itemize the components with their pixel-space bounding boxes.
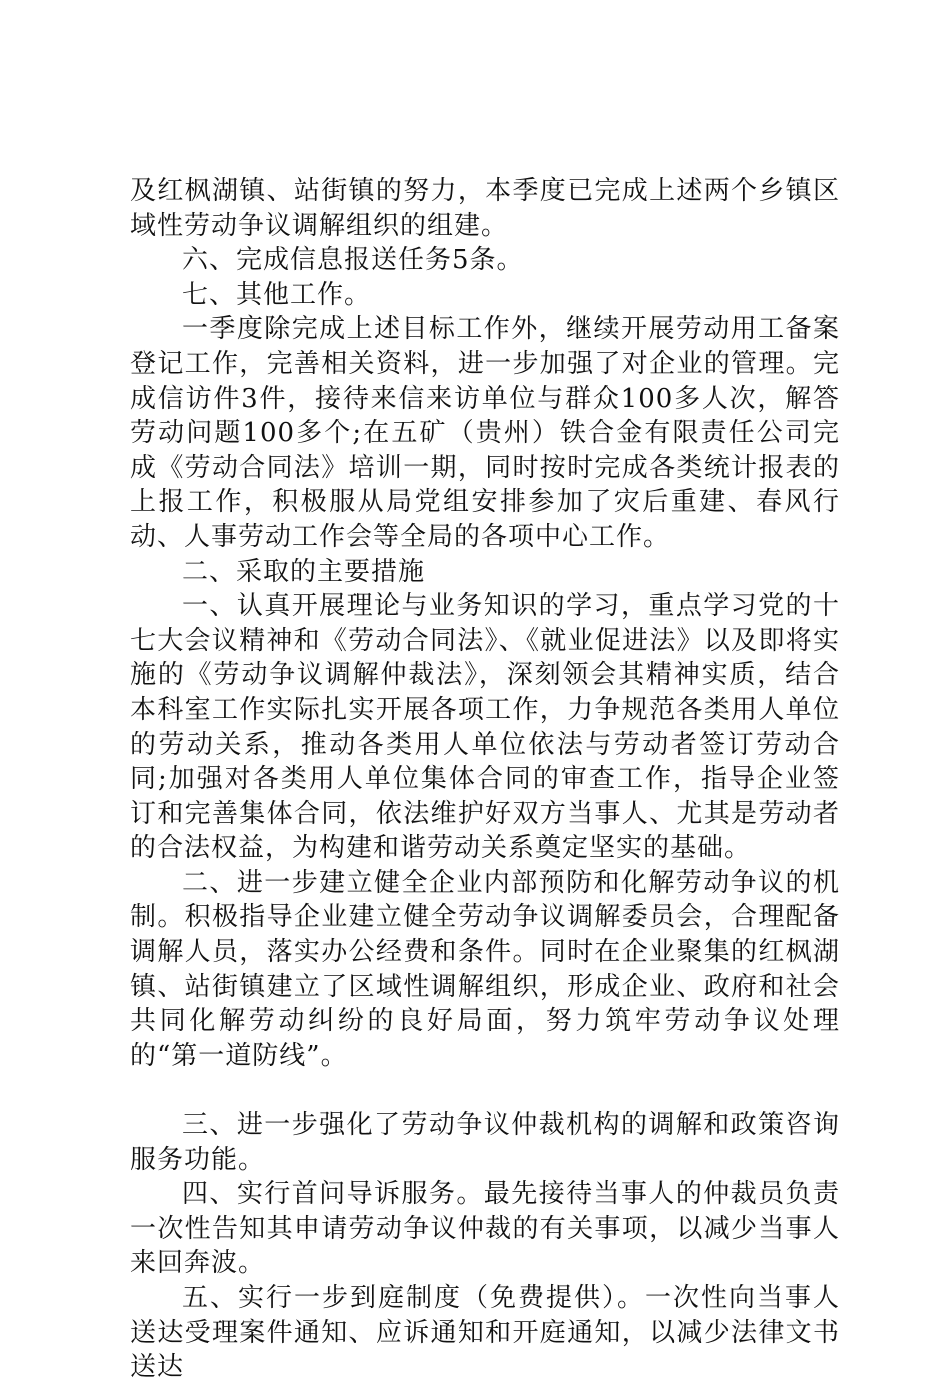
paragraph: 一、认真开展理论与业务知识的学习，重点学习党的十七大会议精神和《劳动合同法》、《就业促进法》以及即将实施的《劳动争议调解仲裁法》，深刻领会其精神实质，结合本科室工作实际扎实开展各项工作，力争规范各类用人单位的劳动关系，推动各类用人单位依法与劳动者签订劳动合同;加强对各类用人单位集体合同的审查工作，指导企业签订和完善集体合同，依法维护好双方当事人、尤其是劳动者的合法权益，为构建和谐劳动关系奠定坚实的基础。 <box>130 591 840 864</box>
paragraph: 三、进一步强化了劳动争议仲裁机构的调解和政策咨询服务功能。 <box>130 1110 840 1175</box>
paragraph: 二、进一步建立健全企业内部预防和化解劳动争议的机制。积极指导企业建立健全劳动争议调解委员会，合理配备调解人员，落实办公经费和条件。同时在企业聚集的红枫湖镇、站街镇建立了区域性调解组织，形成企业、政府和社会共同化解劳动纠纷的良好局面，努力筑牢劳动争议处理的“第一道防线”。 <box>130 867 840 1071</box>
paragraph: 五、实行一步到庭制度（免费提供）。一次性向当事人送达受理案件通知、应诉通知和开庭通知，以减少法律文书送达 <box>130 1283 840 1383</box>
section-heading: 二、采取的主要措施 <box>182 556 426 587</box>
paragraph: 六、完成信息报送任务5条。 <box>182 245 524 276</box>
paragraph: 及红枫湖镇、站街镇的努力，本季度已完成上述两个乡镇区域性劳动争议调解组织的组建。 <box>130 176 840 241</box>
paragraph: 四、实行首问导诉服务。最先接待当事人的仲裁员负责一次性告知其申请劳动争议仲裁的有关事项，以减少当事人来回奔波。 <box>130 1179 840 1279</box>
document-body <box>130 174 840 1385</box>
paragraph: 七、其他工作。 <box>182 279 372 310</box>
paragraph: 一季度除完成上述目标工作外，继续开展劳动用工备案登记工作，完善相关资料，进一步加强了对企业的管理。完成信访件3件，接待来信来访单位与群众100多人次，解答劳动问题100多个;在五矿（贵州）铁合金有限责任公司完成《劳动合同法》培训一期，同时按时完成各类统计报表的上报工作，积极服从局党组安排参加了灾后重建、春风行动、人事劳动工作会等全局的各项中心工作。 <box>130 314 840 552</box>
